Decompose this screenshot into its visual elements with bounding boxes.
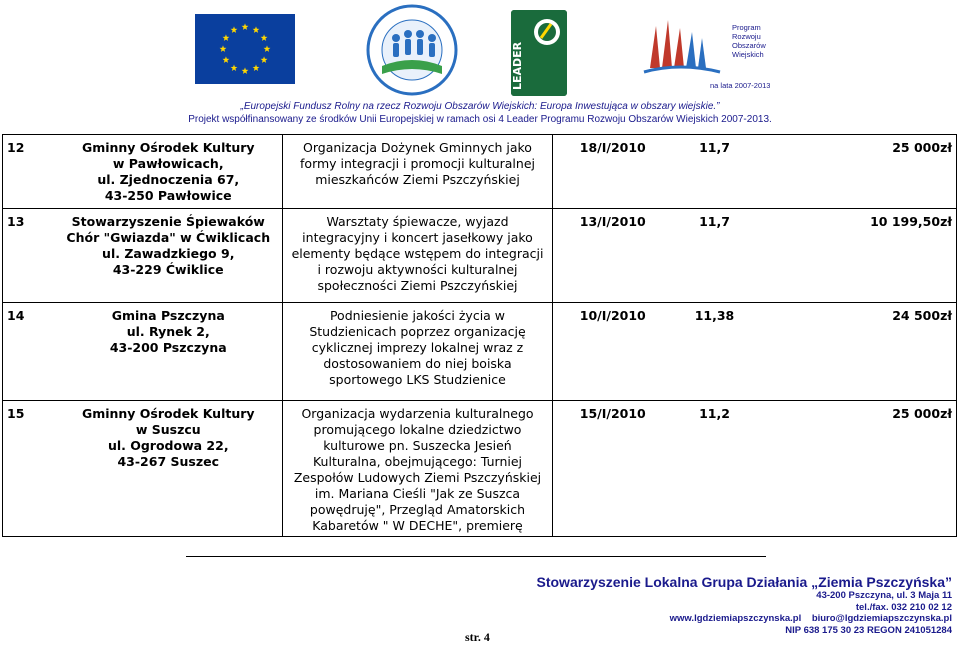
- association-name: Stowarzyszenie Lokalna Grupa Działania „Ziemia Pszczyńska”: [536, 574, 952, 590]
- table-row: [3, 303, 957, 401]
- svg-text:Program: Program: [732, 23, 761, 32]
- header-logos: [0, 0, 960, 100]
- applicant-line: 43-229 Ćwiklice: [112, 262, 224, 277]
- description-line: społeczności Ziemi Pszczyńskiej: [317, 278, 518, 293]
- description-line: Organizacja wydarzenia kulturalnego: [301, 406, 534, 421]
- score: 11,38: [673, 303, 757, 401]
- lgd-logo: [352, 4, 472, 96]
- applicant-cell: [55, 135, 283, 209]
- association-phone: tel./fax. 032 210 02 12: [855, 601, 952, 613]
- page-number: str. 4: [465, 630, 490, 644]
- association-email[interactable]: biuro@lgdziemiapszczynska.pl: [811, 613, 952, 624]
- row-number: 14: [3, 303, 55, 401]
- eu-flag-logo: [195, 14, 295, 84]
- amount: 25 000zł: [757, 135, 957, 209]
- leader-logo: [511, 10, 567, 96]
- svg-text:Obszarów: Obszarów: [732, 41, 766, 50]
- description-line: formy integracji i promocji kulturalnej: [300, 156, 535, 171]
- applicant-line: ul. Zawadzkiego 9,: [102, 246, 235, 261]
- applicant-cell: [55, 209, 283, 303]
- amount: 24 500zł: [757, 303, 957, 401]
- description-line: powędruję", Przegląd Amatorskich: [309, 502, 526, 517]
- applicant-line: Chór "Gwiazda" w Ćwiklicach: [66, 230, 271, 245]
- leader-logo-text: LEADER: [511, 41, 524, 90]
- description-line: kulturowe pn. Suszecka Jesień: [323, 438, 512, 453]
- funding-line-1: „Europejski Fundusz Rolny na rzecz Rozwoju Obszarów Wiejskich: Europa Inwestująca w obszary wiejskie.”: [240, 101, 720, 112]
- applicant-line: 43-250 Pawłowice: [104, 188, 232, 203]
- funding-line-2: Projekt współfinansowany ze środków Unii Europejskiej w ramach osi 4 Leader Programu Rozwoju Obszarów Wiejskich 2007-2013.: [188, 114, 772, 125]
- association-web[interactable]: www.lgdziemiapszczynska.pl: [669, 613, 802, 624]
- score: 11,7: [673, 135, 757, 209]
- description-line: elementy będące wstępem do integracji: [291, 246, 544, 261]
- svg-text:Rozwoju: Rozwoju: [732, 32, 761, 41]
- applicant-cell: [55, 401, 283, 537]
- row-number: 13: [3, 209, 55, 303]
- description-line: Zespołów Ludowych Ziemi Pszczyńskiej: [293, 470, 542, 485]
- description-line: Podniesienie jakości życia w: [329, 308, 506, 323]
- application-number: 18/I/2010: [553, 135, 673, 209]
- application-number: 10/I/2010: [553, 303, 673, 401]
- association-address: 43-200 Pszczyna, ul. 3 Maja 11: [816, 590, 952, 601]
- svg-text:na lata 2007-2013: na lata 2007-2013: [710, 81, 770, 90]
- grant-table: [2, 134, 957, 537]
- applicant-line: ul. Zjednoczenia 67,: [97, 172, 240, 187]
- description-line: cyklicznej imprezy lokalnej wraz z: [311, 340, 524, 355]
- description-cell: [283, 209, 553, 303]
- applicant-line: ul. Ogrodowa 22,: [107, 438, 229, 453]
- description-line: Studzienicach poprzez organizację: [309, 324, 526, 339]
- applicant-line: Gminny Ośrodek Kultury: [81, 406, 255, 421]
- applicant-line: w Pawłowicach,: [112, 156, 224, 171]
- table-row: [3, 209, 957, 303]
- row-number: 12: [3, 135, 55, 209]
- description-line: Kabaretów " W DECHE", premierę: [312, 518, 523, 533]
- applicant-line: Gminny Ośrodek Kultury: [81, 140, 255, 155]
- description-line: Warsztaty śpiewacze, wyjazd: [326, 214, 509, 229]
- svg-text:Wiejskich: Wiejskich: [732, 50, 764, 59]
- description-line: mieszkańców Ziemi Pszczyńskiej: [315, 172, 520, 187]
- description-line: i rozwoju aktywności kulturalnej: [317, 262, 518, 277]
- score: 11,7: [673, 209, 757, 303]
- amount: 10 199,50zł: [757, 209, 957, 303]
- table-row: [3, 135, 957, 209]
- applicant-line: 43-267 Suszec: [117, 454, 220, 469]
- applicant-line: Stowarzyszenie Śpiewaków: [71, 214, 265, 229]
- association-contact: [537, 613, 953, 625]
- application-number: 15/I/2010: [553, 401, 673, 537]
- applicant-cell: [55, 303, 283, 401]
- description-cell: [283, 135, 553, 209]
- amount: 25 000zł: [757, 401, 957, 537]
- applicant-line: w Suszcu: [135, 422, 201, 437]
- description-cell: [283, 401, 553, 537]
- footer-rule: [186, 556, 766, 557]
- description-line: Kulturalna, obejmującego: Turniej: [312, 454, 523, 469]
- application-number: 13/I/2010: [553, 209, 673, 303]
- applicant-line: Gmina Pszczyna: [111, 308, 225, 323]
- association-ids: NIP 638 175 30 23 REGON 241051284: [785, 624, 952, 636]
- applicant-line: 43-200 Pszczyna: [109, 340, 227, 355]
- prow-logo: [640, 8, 770, 94]
- score: 11,2: [673, 401, 757, 537]
- description-line: dostosowaniem do niej boiska: [323, 356, 512, 371]
- row-number: 15: [3, 401, 55, 537]
- table-row: [3, 401, 957, 537]
- association-footer: [537, 574, 953, 636]
- description-line: promującego lokalne dziedzictwo: [313, 422, 522, 437]
- description-cell: [283, 303, 553, 401]
- description-line: sportowego LKS Studzienice: [329, 372, 506, 387]
- description-line: Organizacja Dożynek Gminnych jako: [303, 140, 532, 155]
- applicant-line: ul. Rynek 2,: [126, 324, 210, 339]
- description-line: im. Mariana Cieśli "Jak ze Suszca: [314, 486, 521, 501]
- description-line: integracyjny i koncert jasełkowy jako: [302, 230, 533, 245]
